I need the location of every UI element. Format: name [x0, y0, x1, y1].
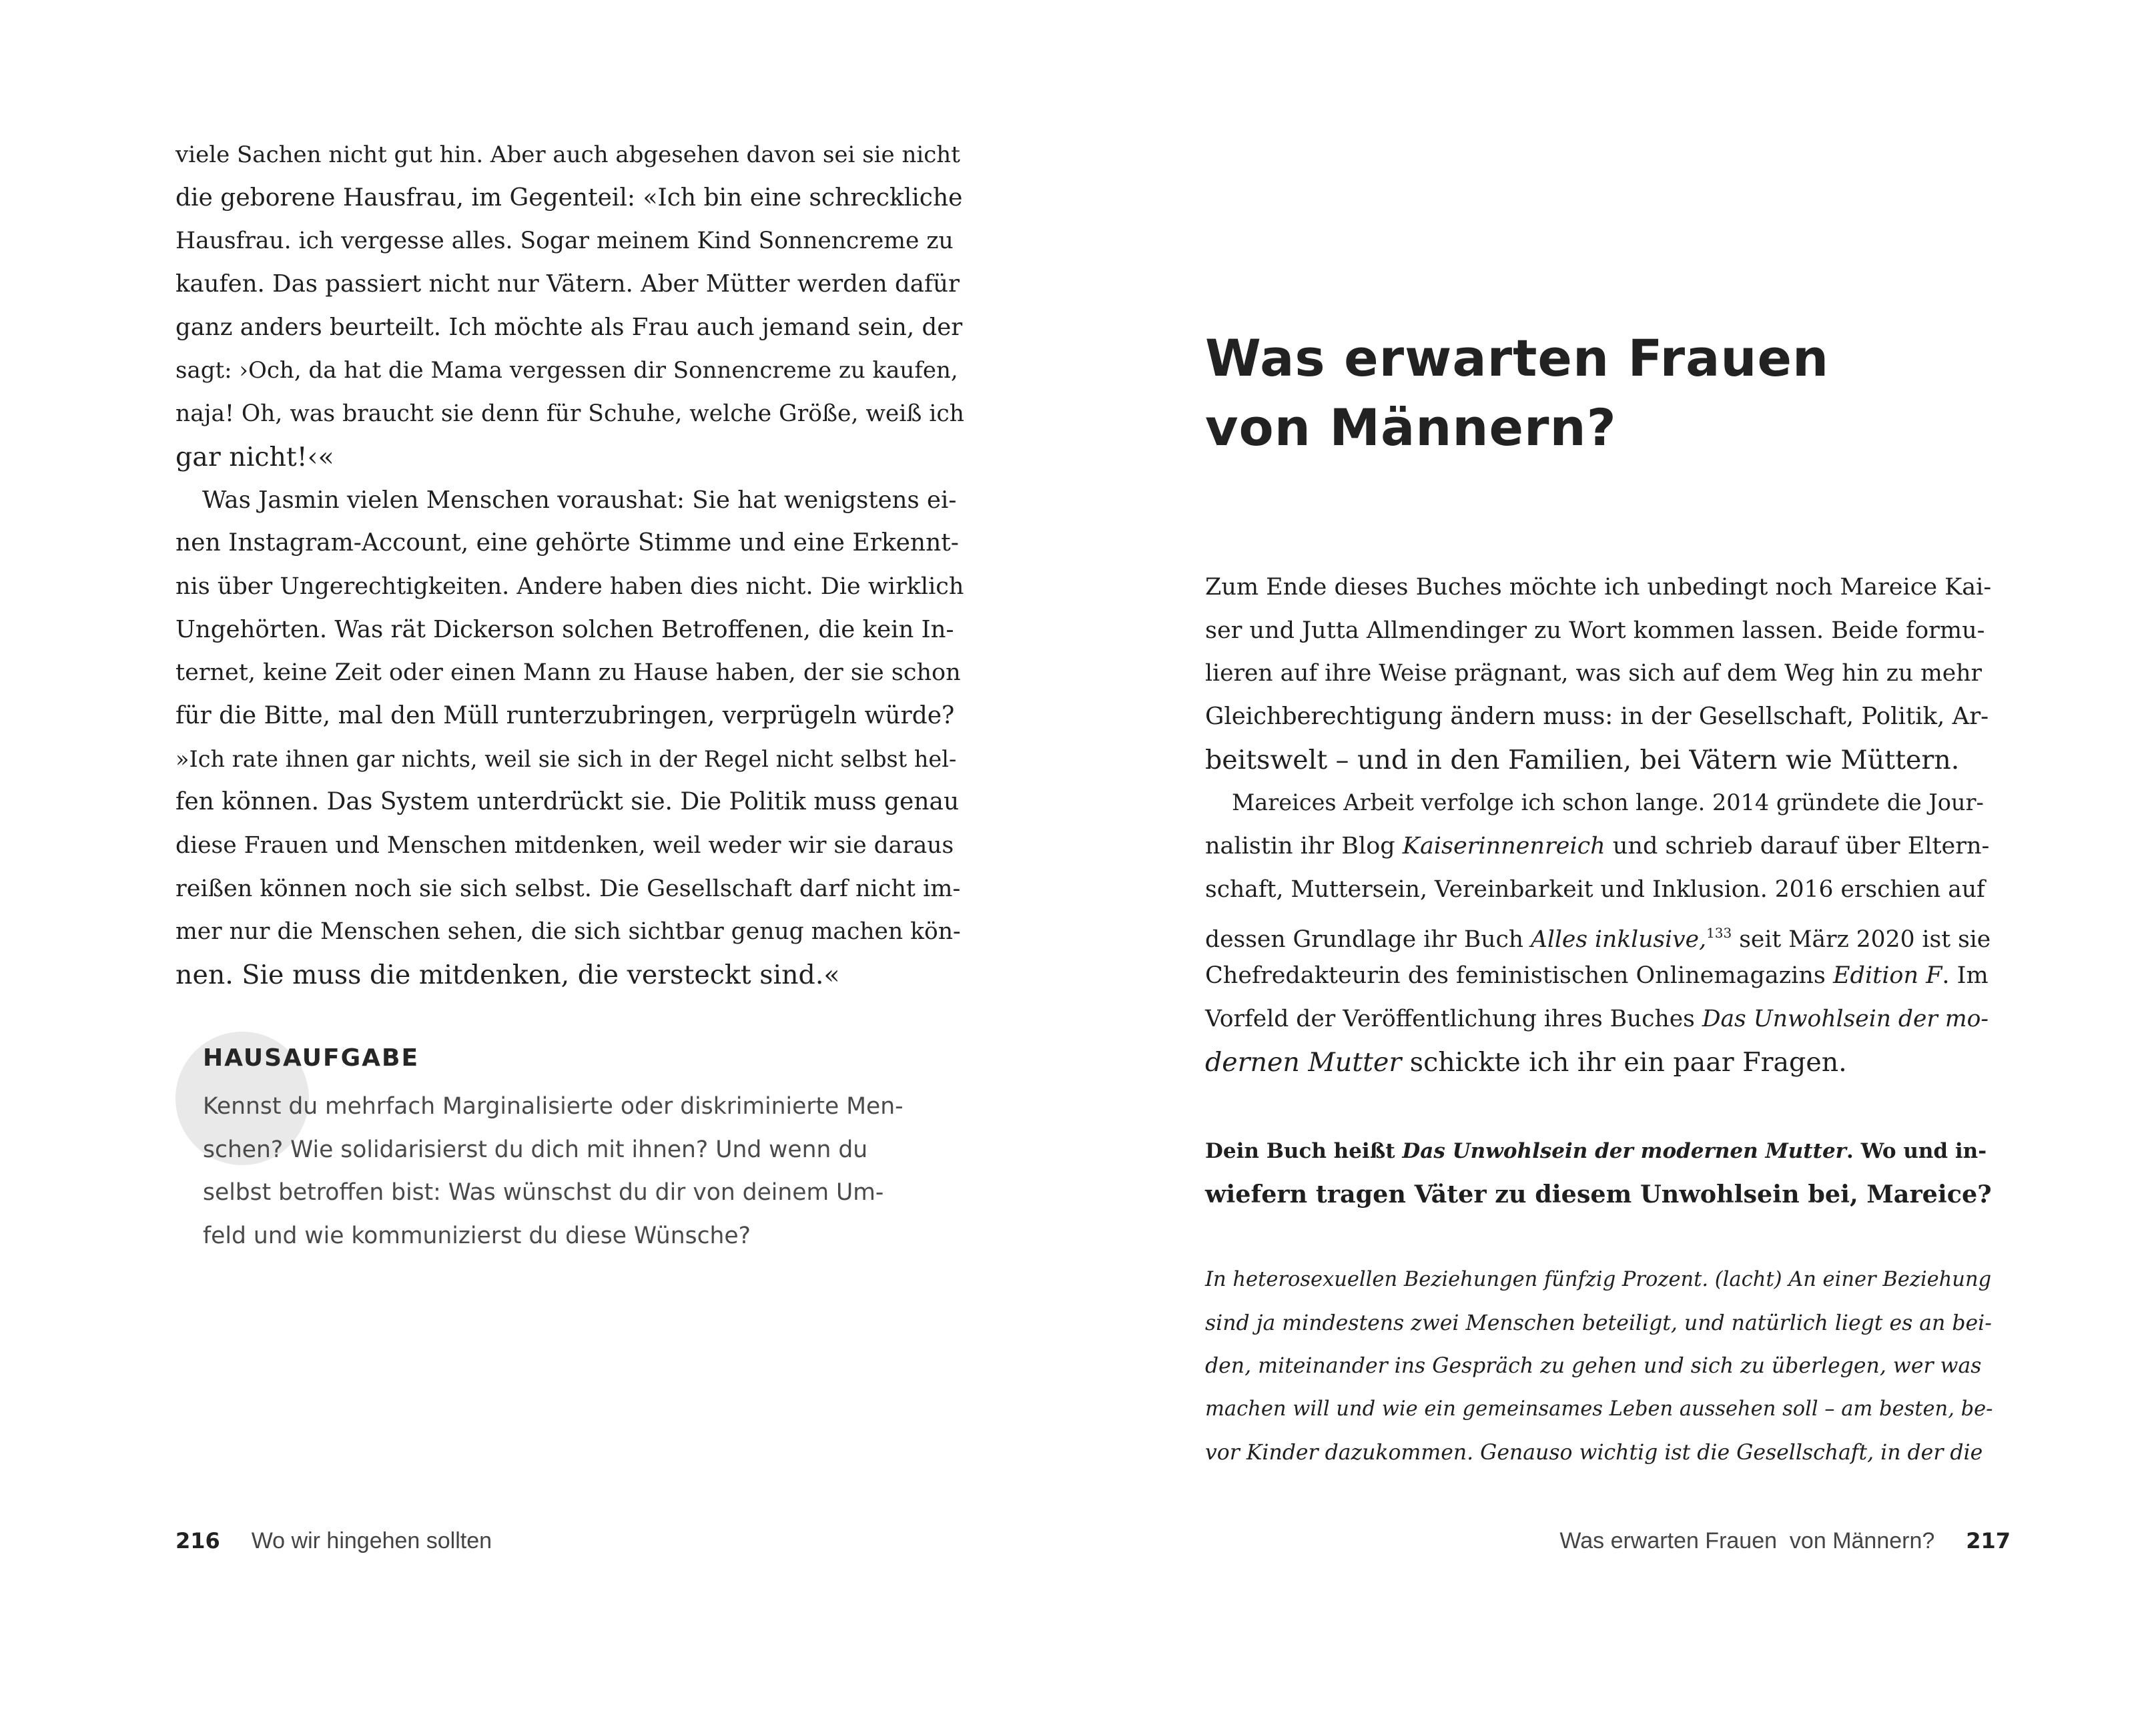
homework-body — [203, 1085, 944, 1257]
footnote-ref: 133 — [1706, 924, 1732, 941]
text-line: Zum Ende dieses Buches möchte ich unbedingt noch Mareice Kai- — [1205, 574, 1992, 601]
book-title: Alles inklusive, — [1530, 926, 1707, 953]
chapter-title-line: Was erwarten Frauen — [1205, 328, 1830, 388]
text-line: fen können. Das System unterdrückt sie. Die Politik muss genau — [175, 788, 960, 816]
text-line: Gleichberechtigung ändern muss: in der Gesellschaft, Politik, Ar- — [1205, 703, 1989, 731]
running-head: Wo wir hingehen sollten — [251, 1528, 492, 1554]
blog-name: Kaiserinnenreich — [1402, 833, 1605, 860]
text-line: dessen Grundlage ihr Buch Alles inklusive,$^{133}$ seit März 2020 ist sie — [1205, 924, 1991, 953]
interview-answer — [1205, 1259, 1993, 1474]
text-line: Ungehörten. Was rät Dickerson solchen Betroffenen, die kein In- — [175, 615, 954, 643]
book-title: Das Unwohlsein der modernen Mutter — [1402, 1139, 1846, 1163]
text-line: Hausfrau. ich vergesse alles. Sogar meinem Kind Sonnencreme zu — [175, 228, 954, 255]
text-line: Vorfeld der Veröffentlichung ihres Buches Das Unwohlsein der mo- — [1205, 1005, 1989, 1032]
left-body-text — [175, 133, 964, 997]
text-line: gar nicht!‹« — [175, 441, 334, 472]
right-intro-text — [1205, 566, 1993, 1084]
text-line: »Ich rate ihnen gar nichts, weil sie sich in der Regel nicht selbst hel- — [175, 745, 957, 772]
text-line: sagt: ›Och, da hat die Mama vergessen dir Sonnencreme zu kaufen, — [175, 357, 958, 384]
text-line: den, miteinander ins Gespräch zu gehen und sich zu überlegen, wer was — [1205, 1354, 1982, 1379]
text-line: ternet, keine Zeit oder einen Mann zu Hause haben, der sie schon — [175, 659, 961, 687]
magazine-name: Edition F — [1832, 962, 1942, 990]
left-footer — [175, 1528, 492, 1554]
interview-question — [1205, 1130, 1993, 1216]
text-line: naja! Oh, was braucht sie denn für Schuhe, welche Größe, weiß ich — [175, 400, 964, 428]
text-line: für die Bitte, mal den Müll runterzubringen, verprügeln würde? — [175, 701, 955, 729]
chapter-title — [1205, 324, 1829, 462]
text-line: mer nur die Menschen sehen, die sich sichtbar genug machen kön- — [175, 918, 961, 946]
book-title: Das Unwohlsein der mo- — [1702, 1005, 1989, 1032]
text-line: dernen Mutter schickte ich ihr ein paar Fragen. — [1205, 1046, 1847, 1078]
text-line: schaft, Muttersein, Vereinbarkeit und Inklusion. 2016 erschien auf — [1205, 876, 1985, 903]
homework-line: Kennst du mehrfach Marginalisierte oder diskriminierte Men- — [203, 1093, 904, 1120]
text-line: diese Frauen und Menschen mitdenken, weil weder wir sie daraus — [175, 832, 954, 859]
homework-title: HAUSAUFGABE — [203, 1044, 420, 1072]
text-line: Was Jasmin vielen Menschen voraushat: Sie hat wenigstens ei- — [202, 486, 957, 514]
text-line: ganz anders beurteilt. Ich möchte als Frau auch jemand sein, der — [175, 313, 963, 341]
running-head: Was erwarten Frauen von Männern? — [1559, 1528, 1935, 1554]
text-line: lieren auf ihre Weise prägnant, was sich auf dem Weg hin zu mehr — [1205, 660, 1982, 687]
text-line: die geborene Hausfrau, im Gegenteil: «Ich bin eine schreckliche — [175, 184, 963, 212]
text-line: viele Sachen nicht gut hin. Aber auch abgesehen davon sei sie nicht — [175, 141, 960, 168]
text-line: Mareices Arbeit verfolge ich schon lange. 2014 gründete die Jour- — [1232, 789, 1984, 816]
text-line: In heterosexuellen Beziehungen fünfzig Prozent. (lacht) An einer Beziehung — [1205, 1268, 1992, 1291]
text-line: ser und Jutta Allmendinger zu Wort kommen lassen. Beide formu- — [1205, 617, 1985, 644]
homework-line: feld und wie kommunizierst du diese Wünsche? — [203, 1222, 751, 1249]
text-line: nen. Sie muss die mitdenken, die versteckt sind.« — [175, 960, 840, 991]
homework-line: selbst betroffen bist: Was wünschst du dir von deinem Um- — [203, 1179, 884, 1206]
right-footer — [1559, 1528, 2011, 1554]
text-line: Chefredakteurin des feministischen Onlinemagazins Edition F. Im — [1205, 962, 1989, 990]
page-number: 217 — [1966, 1528, 2011, 1554]
text-line: wiefern tragen Väter zu diesem Unwohlsein bei, Mareice? — [1205, 1179, 1992, 1209]
text-line: vor Kinder dazukommen. Genauso wichtig ist die Gesellschaft, in der die — [1205, 1440, 1983, 1465]
text-line: sind ja mindestens zwei Menschen beteiligt, und natürlich liegt es an bei- — [1205, 1311, 1992, 1335]
text-line: reißen können noch sie sich selbst. Die Gesellschaft darf nicht im- — [175, 875, 961, 902]
text-line: nalistin ihr Blog Kaiserinnenreich und schrieb darauf über Eltern- — [1205, 833, 1990, 860]
chapter-title-line: von Männern? — [1205, 398, 1617, 457]
text-line: beitswelt – und in den Familien, bei Vätern wie Müttern. — [1205, 744, 1960, 775]
homework-line: schen? Wie solidarisierst du dich mit ihnen? Und wenn du — [203, 1136, 868, 1163]
text-line: nen Instagram-Account, eine gehörte Stimme und eine Erkennt- — [175, 529, 959, 557]
text-line: nis über Ungerechtigkeiten. Andere haben dies nicht. Die wirklich — [175, 573, 964, 600]
page-number: 216 — [175, 1528, 220, 1554]
text-line: Dein Buch heißt Das Unwohlsein der modernen Mutter. Wo und in- — [1205, 1139, 1987, 1163]
text-line: kaufen. Das passiert nicht nur Vätern. Aber Mütter werden dafür — [175, 270, 960, 298]
text-line: machen will und wie ein gemeinsames Leben aussehen soll – am besten, be- — [1205, 1397, 1993, 1421]
